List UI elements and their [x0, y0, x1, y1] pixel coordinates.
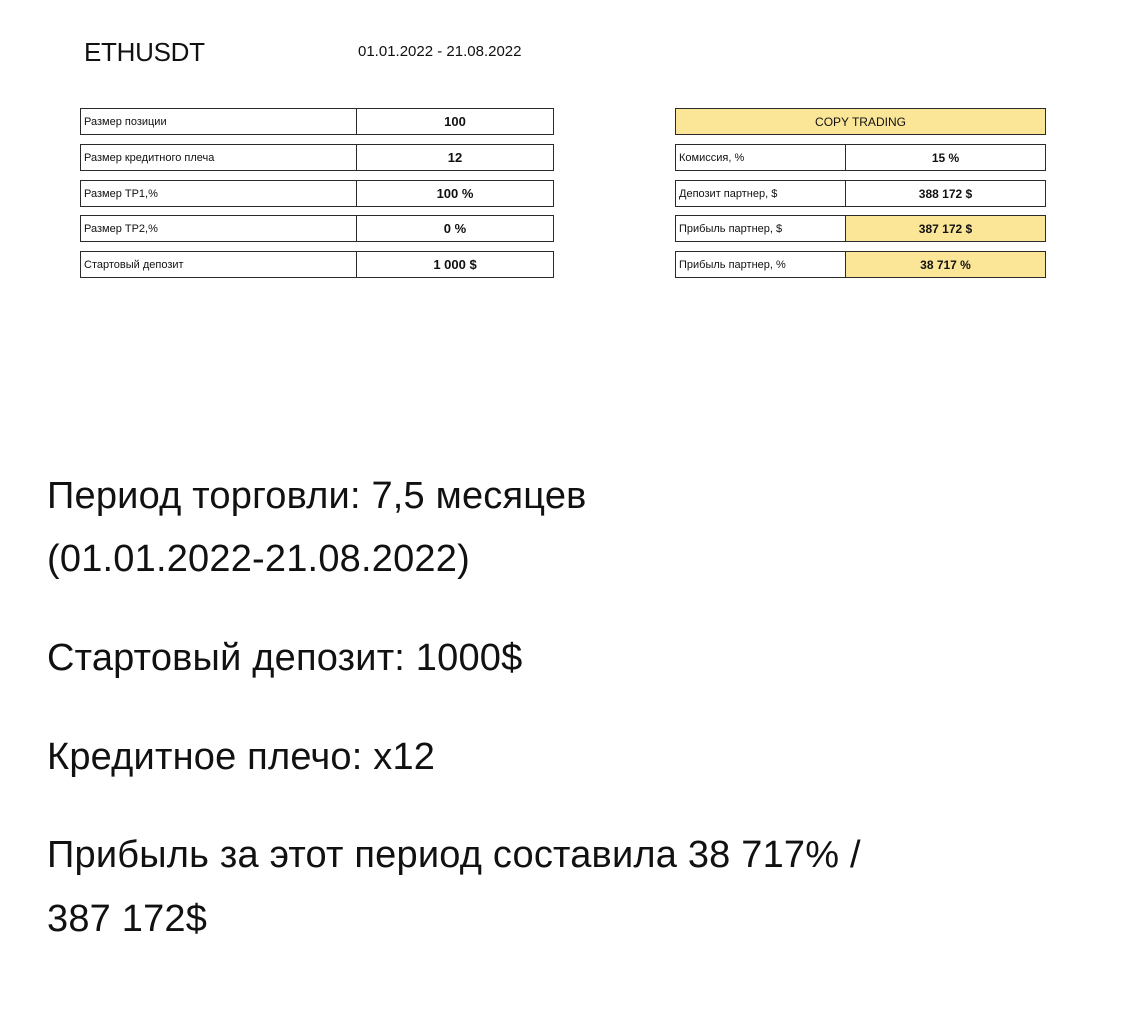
summary-deposit: Стартовый депозит: 1000$ [47, 637, 523, 679]
copy-trading-header: COPY TRADING [675, 108, 1046, 135]
settings-label: Размер TP2,% [81, 216, 357, 241]
summary-profit-line2: 387 172$ [47, 898, 208, 940]
settings-value: 100 [444, 114, 466, 129]
copy-label: Депозит партнер, $ [676, 181, 846, 206]
summary-profit-line1: Прибыль за этот период составила 38 717% / [47, 834, 861, 876]
settings-row-start-deposit [80, 251, 554, 278]
copy-label: Прибыль партнер, $ [676, 216, 846, 241]
settings-row-tp1 [80, 180, 554, 207]
copy-row-partner-profit-usd [675, 215, 1046, 242]
settings-value: 1 000 $ [433, 257, 477, 272]
settings-value: 100 % [436, 186, 474, 201]
copy-value-highlighted: 38 717 % [846, 252, 1045, 277]
copy-row-partner-profit-pct [675, 251, 1046, 278]
settings-label: Размер позиции [81, 109, 357, 134]
settings-row-leverage [80, 144, 554, 171]
summary-period-line1: Период торговли: 7,5 месяцев [47, 475, 587, 517]
settings-row-position-size [80, 108, 554, 135]
settings-value: 0 % [443, 221, 467, 236]
ticker-title: ETHUSDT [84, 37, 205, 67]
copy-row-partner-deposit [675, 180, 1046, 207]
summary-leverage: Кредитное плечо: х12 [47, 736, 436, 778]
summary-period-line2: (01.01.2022-21.08.2022) [47, 538, 470, 580]
copy-value-highlighted: 387 172 $ [846, 216, 1045, 241]
copy-label: Прибыль партнер, % [676, 252, 846, 277]
copy-label: Комиссия, % [676, 145, 846, 170]
settings-label: Размер кредитного плеча [81, 145, 357, 170]
copy-value: 15 % [931, 150, 960, 165]
settings-label: Стартовый депозит [81, 252, 357, 277]
copy-value: 388 172 $ [918, 186, 973, 201]
settings-value: 12 [447, 150, 463, 165]
settings-label: Размер TP1,% [81, 181, 357, 206]
date-range: 01.01.2022 - 21.08.2022 [358, 43, 522, 60]
settings-row-tp2 [80, 215, 554, 242]
copy-row-commission [675, 144, 1046, 171]
